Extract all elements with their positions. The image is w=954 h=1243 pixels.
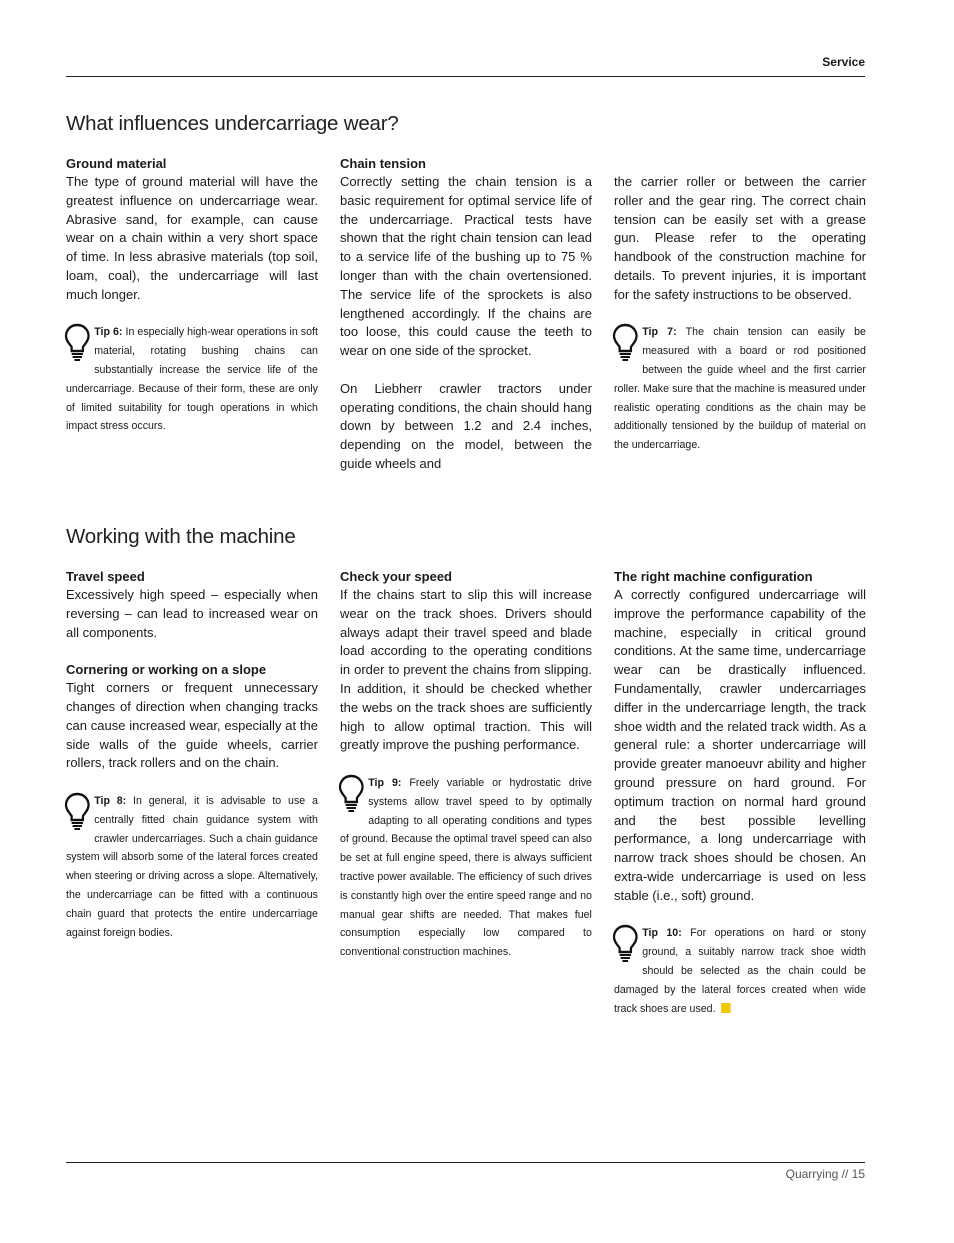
page-footer: Quarrying // 15 <box>785 1167 865 1181</box>
section-title-wear: What influences undercarriage wear? <box>66 112 399 135</box>
lightbulb-icon <box>612 323 638 361</box>
paragraph-check-speed: If the chains start to slip this will increase wear on the track shoes. Drivers should always adapt their travel speed and blade load according to the operating conditions in order to prevent the chains from slipping. In addition, it should be checked whether the webs on the track shoes are sufficiently high to allow optimal traction. This will greatly improve the pushing performance. <box>340 587 592 753</box>
tip-6 <box>66 323 318 436</box>
column-travel-speed <box>66 568 318 942</box>
column-chain-tension-cont <box>614 173 866 455</box>
subheading-cornering: Cornering or working on a slope <box>66 662 267 678</box>
paragraph-cornering: Tight corners or frequent unnecessary changes of direction when changing tracks can cause increased wear, especially at the side walls of the guide wheels, carrier rollers, track rollers and on the chain. <box>66 680 318 771</box>
end-square-icon <box>721 1003 730 1013</box>
tip-label: Tip 10: <box>642 927 682 940</box>
paragraph-chain-tension-2: On Liebherr crawler tractors under operating conditions, the chain should hang down by between 1.2 and 2.4 inches, depending on the model, between the guide wheels and <box>340 380 592 471</box>
header-rule <box>66 76 865 77</box>
column-ground-material <box>66 155 318 436</box>
paragraph-machine-configuration: A correctly configured undercarriage will improve the performance capability of the machine, especially in critical ground conditions. At the same time, undercarriage wear can be drastically influenced. Fundamentally, crawler undercarriages differ in the undercarriage length, the track shoe width and the related track width. As a general rule: a shorter undercarriage will provide greater manoeuvr ability and higher ground pressure on hard ground. For optimum traction on normal hard ground and the best possible levelling performance, a long undercarriage with narrow track shoes should be chosen. An extra-wide undercarriage is used on less stable (i.e., soft) ground. <box>614 587 866 903</box>
column-check-speed <box>340 568 592 962</box>
subheading-travel-speed: Travel speed <box>66 569 145 584</box>
paragraph-travel-speed: Excessively high speed – especially when reversing – can lead to increased wear on all components. <box>66 587 318 640</box>
paragraph-chain-tension-3: the carrier roller or between the carrier roller and the gear ring. The correct chain tension can be easily set with a grease gun. Please refer to the operating handbook of the construction machine for details. To prevent injuries, it is important for the safety instructions to be observed. <box>614 174 866 302</box>
tip-7 <box>614 323 866 455</box>
section-label: Service <box>822 55 865 69</box>
tip-text: The chain tension can easily be measured with a board or rod positioned between the guide wheel and the first carrier roller. Make sure that the machine is measured under realistic operating conditions as the chain may be additionally tensioned by the buildup of material on the undercarriage. <box>614 326 866 452</box>
tip-text: Freely variable or hydrostatic drive systems allow travel speed to by optimally adapting to all operating conditions and types of ground. Because the optimal travel speed can also be set at full engine speed, there is always sufficient tractive power available. The efficiency of such drives is constantly high over the entire speed range and no manual gear shifts are needed. That makes fuel consumption especially low compared to conventional construction machines. <box>340 776 592 959</box>
subheading-machine-configuration: The right machine configuration <box>614 569 813 584</box>
tip-label: Tip 7: <box>642 326 677 339</box>
tip-8 <box>66 792 318 942</box>
lightbulb-icon <box>612 924 638 962</box>
lightbulb-icon <box>338 774 364 812</box>
tip-text: In general, it is advisable to use a centrally fitted chain guidance system with crawler undercarriages. Such a chain guidance system will absorb some of the lateral forces created when steering or driving across a slope. Alternatively, the undercarriage can be fitted with a continuous chain guard that protects the entire undercarriage against foreign bodies. <box>66 794 318 939</box>
paragraph-chain-tension-1: Correctly setting the chain tension is a basic requirement for optimal service life of the undercarriage. Practical tests have shown that the right chain tension can lead to a service life of the bushing up to 75 % longer than with the chain overtensioned. The service life of the sprockets is also lengthened accordingly. If the chains are too loose, this could cause the teeth to wear on one side of the sprocket. <box>340 174 592 359</box>
lightbulb-icon <box>64 323 90 361</box>
paragraph-ground-material: The type of ground material will have the greatest influence on undercarriage wear. Abrasive sand, for example, can cause wear on a chain within a very short space of time. In less abrasive materials (top soil, loam, coal), the undercarriage will last much longer. <box>66 174 318 302</box>
tip-9 <box>340 774 592 962</box>
tip-label: Tip 8: <box>94 794 127 807</box>
tip-label: Tip 6: <box>94 326 123 339</box>
column-machine-configuration <box>614 568 866 1018</box>
section-title-working: Working with the machine <box>66 525 296 548</box>
tip-10 <box>614 924 866 1018</box>
lightbulb-icon <box>64 792 90 830</box>
tip-text: For operations on hard or stony ground, a suitably narrow track shoe width should be selected as the chain could be damaged by the lateral forces created when wide track shoes are used. <box>614 927 866 1015</box>
subheading-check-speed: Check your speed <box>340 569 452 584</box>
tip-text: In especially high-wear operations in soft material, rotating bushing chains can substantially increase the service life of the undercarriage. Because of their form, these are only of limited suitability for tough operations in which impact stress occurs. <box>66 326 318 433</box>
subheading-chain-tension: Chain tension <box>340 156 426 171</box>
footer-rule <box>66 1162 865 1163</box>
subheading-ground-material: Ground material <box>66 156 167 171</box>
column-chain-tension <box>340 155 592 493</box>
tip-label: Tip 9: <box>368 776 402 789</box>
